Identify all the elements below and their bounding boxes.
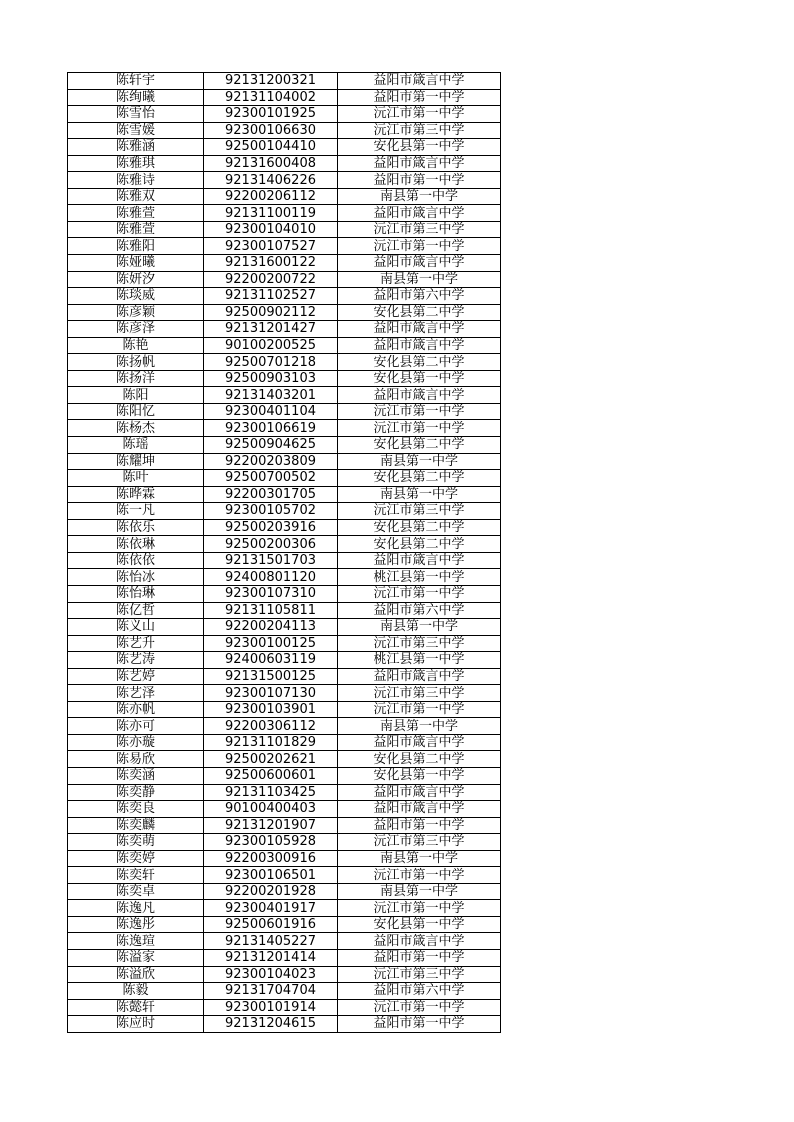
student-name-cell: 陈雅涵 xyxy=(68,139,204,156)
table-row xyxy=(68,106,501,123)
table-row xyxy=(68,172,501,189)
exam-number-cell: 92300106630 xyxy=(204,122,338,139)
table-row xyxy=(68,321,501,338)
school-name-cell: 沅江市第三中学 xyxy=(338,834,501,851)
exam-number-cell: 92300104010 xyxy=(204,221,338,238)
exam-number-cell: 92500203916 xyxy=(204,519,338,536)
student-name-cell: 陈应时 xyxy=(68,1016,204,1033)
school-name-cell: 益阳市第一中学 xyxy=(338,1016,501,1033)
student-name-cell: 陈奕卓 xyxy=(68,883,204,900)
table-row xyxy=(68,635,501,652)
exam-number-cell: 92131600122 xyxy=(204,255,338,272)
student-name-cell: 陈绚曦 xyxy=(68,89,204,106)
school-name-cell: 安化县第二中学 xyxy=(338,751,501,768)
table-row xyxy=(68,817,501,834)
table-row xyxy=(68,585,501,602)
exam-number-cell: 92300107130 xyxy=(204,685,338,702)
exam-number-cell: 92131403201 xyxy=(204,387,338,404)
student-name-cell: 陈晔霖 xyxy=(68,486,204,503)
school-name-cell: 益阳市箴言中学 xyxy=(338,321,501,338)
exam-number-cell: 92500600601 xyxy=(204,767,338,784)
table-row xyxy=(68,900,501,917)
student-name-cell: 陈亦可 xyxy=(68,718,204,735)
school-name-cell: 沅江市第一中学 xyxy=(338,238,501,255)
student-name-cell: 陈亿哲 xyxy=(68,602,204,619)
exam-number-cell: 92131200321 xyxy=(204,73,338,90)
school-name-cell: 益阳市箴言中学 xyxy=(338,933,501,950)
table-row xyxy=(68,519,501,536)
table-row xyxy=(68,370,501,387)
exam-number-cell: 92131201414 xyxy=(204,949,338,966)
table-row xyxy=(68,569,501,586)
exam-number-cell: 92300107527 xyxy=(204,238,338,255)
school-name-cell: 益阳市箴言中学 xyxy=(338,387,501,404)
school-name-cell: 安化县第二中学 xyxy=(338,437,501,454)
school-name-cell: 益阳市第六中学 xyxy=(338,983,501,1000)
table-row xyxy=(68,602,501,619)
table-row xyxy=(68,122,501,139)
table-row xyxy=(68,850,501,867)
student-name-cell: 陈娅曦 xyxy=(68,255,204,272)
student-name-cell: 陈琰威 xyxy=(68,288,204,305)
student-name-cell: 陈一凡 xyxy=(68,503,204,520)
student-name-cell: 陈杨杰 xyxy=(68,420,204,437)
student-name-cell: 陈奕涵 xyxy=(68,767,204,784)
school-name-cell: 南县第一中学 xyxy=(338,271,501,288)
student-name-cell: 陈怡琳 xyxy=(68,585,204,602)
exam-number-cell: 92300401104 xyxy=(204,403,338,420)
table-row xyxy=(68,221,501,238)
student-name-cell: 陈扬洋 xyxy=(68,370,204,387)
table-row xyxy=(68,784,501,801)
table-row xyxy=(68,354,501,371)
exam-number-cell: 92300101925 xyxy=(204,106,338,123)
school-name-cell: 南县第一中学 xyxy=(338,718,501,735)
school-name-cell: 益阳市第一中学 xyxy=(338,949,501,966)
school-name-cell: 安化县第二中学 xyxy=(338,354,501,371)
school-name-cell: 沅江市第三中学 xyxy=(338,685,501,702)
student-name-cell: 陈雪媛 xyxy=(68,122,204,139)
table-row xyxy=(68,453,501,470)
school-name-cell: 沅江市第一中学 xyxy=(338,867,501,884)
table-row xyxy=(68,801,501,818)
student-name-cell: 陈耀坤 xyxy=(68,453,204,470)
table-row xyxy=(68,205,501,222)
table-row xyxy=(68,668,501,685)
student-name-cell: 陈溢欣 xyxy=(68,966,204,983)
student-name-cell: 陈怡冰 xyxy=(68,569,204,586)
school-name-cell: 沅江市第一中学 xyxy=(338,106,501,123)
student-name-cell: 陈逸凡 xyxy=(68,900,204,917)
school-name-cell: 南县第一中学 xyxy=(338,619,501,636)
school-name-cell: 益阳市第六中学 xyxy=(338,602,501,619)
table-row xyxy=(68,486,501,503)
exam-number-cell: 92131100119 xyxy=(204,205,338,222)
school-name-cell: 益阳市第一中学 xyxy=(338,817,501,834)
exam-number-cell: 92200201928 xyxy=(204,883,338,900)
school-name-cell: 安化县第二中学 xyxy=(338,470,501,487)
school-name-cell: 安化县第一中学 xyxy=(338,370,501,387)
table-row xyxy=(68,983,501,1000)
student-name-cell: 陈瑶 xyxy=(68,437,204,454)
exam-number-cell: 92131101829 xyxy=(204,734,338,751)
exam-number-cell: 92500903103 xyxy=(204,370,338,387)
exam-number-cell: 92131500125 xyxy=(204,668,338,685)
table-row xyxy=(68,387,501,404)
table-row xyxy=(68,255,501,272)
school-name-cell: 南县第一中学 xyxy=(338,850,501,867)
exam-number-cell: 92400603119 xyxy=(204,652,338,669)
exam-number-cell: 92300401917 xyxy=(204,900,338,917)
school-name-cell: 南县第一中学 xyxy=(338,453,501,470)
table-row xyxy=(68,139,501,156)
school-name-cell: 益阳市箴言中学 xyxy=(338,155,501,172)
table-row xyxy=(68,89,501,106)
exam-number-cell: 92500700502 xyxy=(204,470,338,487)
student-name-cell: 陈溢家 xyxy=(68,949,204,966)
table-row xyxy=(68,966,501,983)
student-table-body xyxy=(68,73,501,1033)
exam-number-cell: 90100200525 xyxy=(204,337,338,354)
table-row xyxy=(68,718,501,735)
school-name-cell: 桃江县第一中学 xyxy=(338,652,501,669)
student-name-cell: 陈奕良 xyxy=(68,801,204,818)
table-row xyxy=(68,933,501,950)
exam-number-cell: 92300106501 xyxy=(204,867,338,884)
exam-number-cell: 90100400403 xyxy=(204,801,338,818)
school-name-cell: 益阳市第一中学 xyxy=(338,89,501,106)
school-name-cell: 益阳市箴言中学 xyxy=(338,73,501,90)
student-name-cell: 陈义山 xyxy=(68,619,204,636)
student-name-cell: 陈妍汐 xyxy=(68,271,204,288)
school-name-cell: 沅江市第三中学 xyxy=(338,503,501,520)
school-name-cell: 南县第一中学 xyxy=(338,883,501,900)
exam-number-cell: 92500601916 xyxy=(204,916,338,933)
exam-number-cell: 92131104002 xyxy=(204,89,338,106)
school-name-cell: 安化县第一中学 xyxy=(338,916,501,933)
student-name-cell: 陈易欣 xyxy=(68,751,204,768)
school-name-cell: 沅江市第三中学 xyxy=(338,635,501,652)
school-name-cell: 沅江市第三中学 xyxy=(338,122,501,139)
student-name-cell: 陈奕婷 xyxy=(68,850,204,867)
exam-number-cell: 92131600408 xyxy=(204,155,338,172)
school-name-cell: 安化县第一中学 xyxy=(338,139,501,156)
exam-number-cell: 92300104023 xyxy=(204,966,338,983)
school-name-cell: 益阳市箴言中学 xyxy=(338,784,501,801)
exam-number-cell: 92500701218 xyxy=(204,354,338,371)
school-name-cell: 南县第一中学 xyxy=(338,486,501,503)
table-row xyxy=(68,420,501,437)
table-row xyxy=(68,288,501,305)
exam-number-cell: 92131201427 xyxy=(204,321,338,338)
exam-number-cell: 92200300916 xyxy=(204,850,338,867)
exam-number-cell: 92131204615 xyxy=(204,1016,338,1033)
table-row xyxy=(68,834,501,851)
school-name-cell: 益阳市箴言中学 xyxy=(338,801,501,818)
student-name-cell: 陈逸彤 xyxy=(68,916,204,933)
table-row xyxy=(68,883,501,900)
table-row xyxy=(68,552,501,569)
exam-number-cell: 92131405227 xyxy=(204,933,338,950)
student-name-cell: 陈逸瑄 xyxy=(68,933,204,950)
table-row xyxy=(68,73,501,90)
student-name-cell: 陈奕萌 xyxy=(68,834,204,851)
school-name-cell: 安化县第二中学 xyxy=(338,304,501,321)
exam-number-cell: 92500104410 xyxy=(204,139,338,156)
table-row xyxy=(68,470,501,487)
student-name-cell: 陈雅诗 xyxy=(68,172,204,189)
school-name-cell: 沅江市第一中学 xyxy=(338,403,501,420)
exam-number-cell: 92200206112 xyxy=(204,188,338,205)
table-row xyxy=(68,999,501,1016)
student-name-cell: 陈雪怡 xyxy=(68,106,204,123)
exam-number-cell: 92500904625 xyxy=(204,437,338,454)
exam-number-cell: 92300101914 xyxy=(204,999,338,1016)
student-name-cell: 陈扬帆 xyxy=(68,354,204,371)
student-name-cell: 陈亦璇 xyxy=(68,734,204,751)
exam-number-cell: 92200204113 xyxy=(204,619,338,636)
exam-number-cell: 92300100125 xyxy=(204,635,338,652)
table-row xyxy=(68,949,501,966)
student-name-cell: 陈奕轩 xyxy=(68,867,204,884)
student-name-cell: 陈亦帆 xyxy=(68,701,204,718)
school-name-cell: 沅江市第三中学 xyxy=(338,221,501,238)
student-name-cell: 陈彦颖 xyxy=(68,304,204,321)
student-name-cell: 陈雅琪 xyxy=(68,155,204,172)
student-name-cell: 陈艺婷 xyxy=(68,668,204,685)
table-row xyxy=(68,155,501,172)
table-row xyxy=(68,271,501,288)
table-row xyxy=(68,619,501,636)
exam-number-cell: 92300105702 xyxy=(204,503,338,520)
exam-number-cell: 92300103901 xyxy=(204,701,338,718)
table-row xyxy=(68,188,501,205)
school-name-cell: 沅江市第三中学 xyxy=(338,966,501,983)
student-table xyxy=(67,72,501,1033)
student-name-cell: 陈阳忆 xyxy=(68,403,204,420)
table-row xyxy=(68,238,501,255)
table-row xyxy=(68,701,501,718)
student-name-cell: 陈雅萱 xyxy=(68,221,204,238)
exam-number-cell: 92400801120 xyxy=(204,569,338,586)
exam-number-cell: 92300107310 xyxy=(204,585,338,602)
table-row xyxy=(68,916,501,933)
school-name-cell: 沅江市第一中学 xyxy=(338,999,501,1016)
school-name-cell: 南县第一中学 xyxy=(338,188,501,205)
table-row xyxy=(68,734,501,751)
student-name-cell: 陈毅 xyxy=(68,983,204,1000)
exam-number-cell: 92131102527 xyxy=(204,288,338,305)
student-name-cell: 陈懿轩 xyxy=(68,999,204,1016)
school-name-cell: 益阳市箴言中学 xyxy=(338,337,501,354)
student-name-cell: 陈彦泽 xyxy=(68,321,204,338)
school-name-cell: 沅江市第一中学 xyxy=(338,900,501,917)
table-row xyxy=(68,652,501,669)
exam-number-cell: 92200203809 xyxy=(204,453,338,470)
school-name-cell: 益阳市箴言中学 xyxy=(338,552,501,569)
table-row xyxy=(68,403,501,420)
student-name-cell: 陈轩宇 xyxy=(68,73,204,90)
student-name-cell: 陈艳 xyxy=(68,337,204,354)
table-row xyxy=(68,536,501,553)
exam-number-cell: 92131103425 xyxy=(204,784,338,801)
school-name-cell: 益阳市第一中学 xyxy=(338,172,501,189)
exam-number-cell: 92300106619 xyxy=(204,420,338,437)
student-name-cell: 陈依琳 xyxy=(68,536,204,553)
student-name-cell: 陈叶 xyxy=(68,470,204,487)
student-name-cell: 陈雅阳 xyxy=(68,238,204,255)
school-name-cell: 益阳市箴言中学 xyxy=(338,205,501,222)
table-row xyxy=(68,503,501,520)
student-name-cell: 陈奕静 xyxy=(68,784,204,801)
school-name-cell: 益阳市箴言中学 xyxy=(338,255,501,272)
exam-number-cell: 92131501703 xyxy=(204,552,338,569)
school-name-cell: 沅江市第一中学 xyxy=(338,420,501,437)
exam-number-cell: 92200306112 xyxy=(204,718,338,735)
table-row xyxy=(68,867,501,884)
table-row xyxy=(68,337,501,354)
student-name-cell: 陈艺涛 xyxy=(68,652,204,669)
school-name-cell: 沅江市第一中学 xyxy=(338,701,501,718)
exam-number-cell: 92131105811 xyxy=(204,602,338,619)
student-name-cell: 陈依乐 xyxy=(68,519,204,536)
exam-number-cell: 92200301705 xyxy=(204,486,338,503)
exam-number-cell: 92131201907 xyxy=(204,817,338,834)
exam-number-cell: 92500902112 xyxy=(204,304,338,321)
school-name-cell: 桃江县第一中学 xyxy=(338,569,501,586)
student-name-cell: 陈艺泽 xyxy=(68,685,204,702)
student-name-cell: 陈艺升 xyxy=(68,635,204,652)
student-name-cell: 陈雅双 xyxy=(68,188,204,205)
exam-number-cell: 92131406226 xyxy=(204,172,338,189)
table-row xyxy=(68,437,501,454)
exam-number-cell: 92200200722 xyxy=(204,271,338,288)
school-name-cell: 安化县第二中学 xyxy=(338,519,501,536)
exam-number-cell: 92300105928 xyxy=(204,834,338,851)
exam-number-cell: 92500200306 xyxy=(204,536,338,553)
school-name-cell: 安化县第一中学 xyxy=(338,767,501,784)
school-name-cell: 益阳市箴言中学 xyxy=(338,668,501,685)
table-row xyxy=(68,304,501,321)
school-name-cell: 益阳市第六中学 xyxy=(338,288,501,305)
exam-number-cell: 92131704704 xyxy=(204,983,338,1000)
student-name-cell: 陈依依 xyxy=(68,552,204,569)
student-name-cell: 陈奕麟 xyxy=(68,817,204,834)
table-row xyxy=(68,767,501,784)
school-name-cell: 益阳市箴言中学 xyxy=(338,734,501,751)
student-name-cell: 陈雅萱 xyxy=(68,205,204,222)
school-name-cell: 安化县第二中学 xyxy=(338,536,501,553)
table-row xyxy=(68,685,501,702)
table-row xyxy=(68,1016,501,1033)
exam-number-cell: 92500202621 xyxy=(204,751,338,768)
student-name-cell: 陈阳 xyxy=(68,387,204,404)
school-name-cell: 沅江市第一中学 xyxy=(338,585,501,602)
table-row xyxy=(68,751,501,768)
